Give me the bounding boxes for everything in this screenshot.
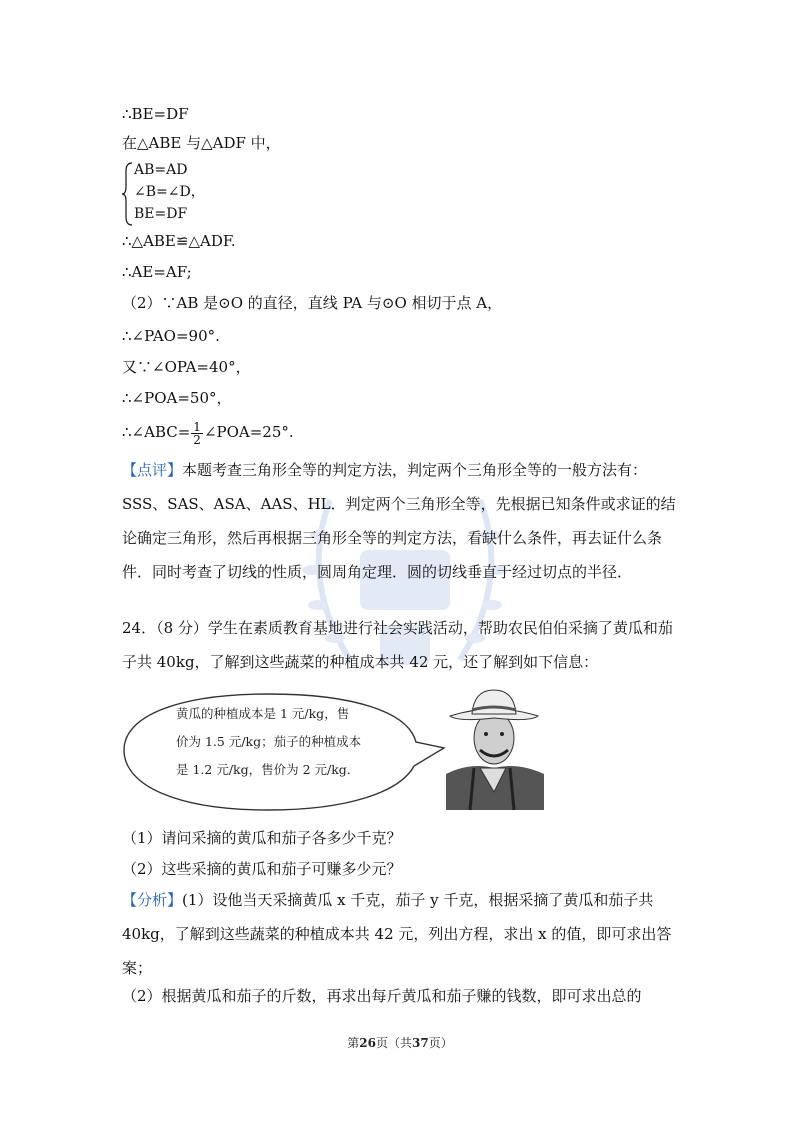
system-row-1: AB=AD xyxy=(134,162,188,178)
comment-text: 本题考查三角形全等的判定方法，判定两个三角形全等的一般方法有：SSS、SAS、ASA、AAS、HL．判定两个三角形全等，先根据已知条件或求证的结论确定三角形，然后再根据三角形全等的判定方法，看缺什么条件，再去证什么条件．同时考查了切线的性质，圆周角定理．圆的切线垂直于经过切点的半径． xyxy=(122,461,676,581)
proof-line-be-df: ∴BE=DF xyxy=(122,105,189,123)
footer-post: 页） xyxy=(428,1036,453,1050)
analysis-tag: 【分析】 xyxy=(122,891,183,909)
system-row-2: ∠B=∠D， xyxy=(134,184,205,200)
fraction-half xyxy=(191,421,203,446)
bubble-line-1: 黄瓜的种植成本是 1 元/kg，售 xyxy=(176,706,350,721)
question-1: （1）请问采摘的黄瓜和茄子各多少千克？ xyxy=(122,829,402,847)
bubble-line-2: 价为 1.5 元/kg；茄子的种植成本 xyxy=(176,734,362,749)
comment-tag: 【点评】 xyxy=(122,461,183,479)
proof-line-ae-af: ∴AE=AF; xyxy=(122,263,192,281)
proof-line-congruent: ∴△ABE≌△ADF. xyxy=(122,232,236,250)
proof-line-opa: 又∵∠OPA=40°， xyxy=(122,358,251,376)
abc-prefix: ∴∠ABC= xyxy=(122,423,191,441)
footer-pre: 第 xyxy=(347,1036,360,1050)
footer-mid: 页（共 xyxy=(375,1036,412,1050)
proof-line-part2: （2）∵AB 是⊙O 的直径，直线 PA 与⊙O 相切于点 A， xyxy=(122,294,503,312)
page-footer xyxy=(0,1034,800,1051)
proof-line-in-triangles: 在△ABE 与△ADF 中， xyxy=(122,134,281,152)
total-page-number: 37 xyxy=(412,1036,429,1050)
bubble-line-3: 是 1.2 元/kg，售价为 2 元/kg． xyxy=(176,762,360,777)
analysis-paragraph xyxy=(122,883,682,985)
farmer-illustration xyxy=(440,688,548,810)
proof-line-pao: ∴∠PAO=90°. xyxy=(122,327,220,345)
fraction-denominator: 2 xyxy=(193,432,201,447)
fraction-numerator: 1 xyxy=(193,419,201,434)
abc-suffix: ∠POA=25°. xyxy=(203,423,294,441)
proof-line-abc xyxy=(122,418,294,446)
analysis-part2: （2）根据黄瓜和茄子的斤数，再求出每斤黄瓜和茄子赚的钱数，即可求出总的 xyxy=(122,987,642,1005)
system-row-3: BE=DF xyxy=(134,206,188,222)
comment-paragraph xyxy=(122,453,682,589)
analysis-text: (1）设他当天采摘黄瓜 x 千克，茄子 y 千克，根据采摘了黄瓜和茄子共 40kg，了解到这些蔬菜的种植成本共 42 元，列出方程，求出 x 的值，即可求出答案； xyxy=(122,891,672,977)
question-2: （2）这些采摘的黄瓜和茄子可赚多少元？ xyxy=(122,860,402,878)
current-page-number: 26 xyxy=(359,1036,376,1050)
proof-line-poa: ∴∠POA=50°， xyxy=(122,389,232,407)
left-brace-icon xyxy=(122,161,134,227)
equation-system xyxy=(122,161,262,227)
problem-statement: 24．（8 分）学生在素质教育基地进行社会实践活动，帮助农民伯伯采摘了黄瓜和茄子共 40kg，了解到这些蔬菜的种植成本共 42 元，还了解到如下信息： xyxy=(122,619,673,671)
